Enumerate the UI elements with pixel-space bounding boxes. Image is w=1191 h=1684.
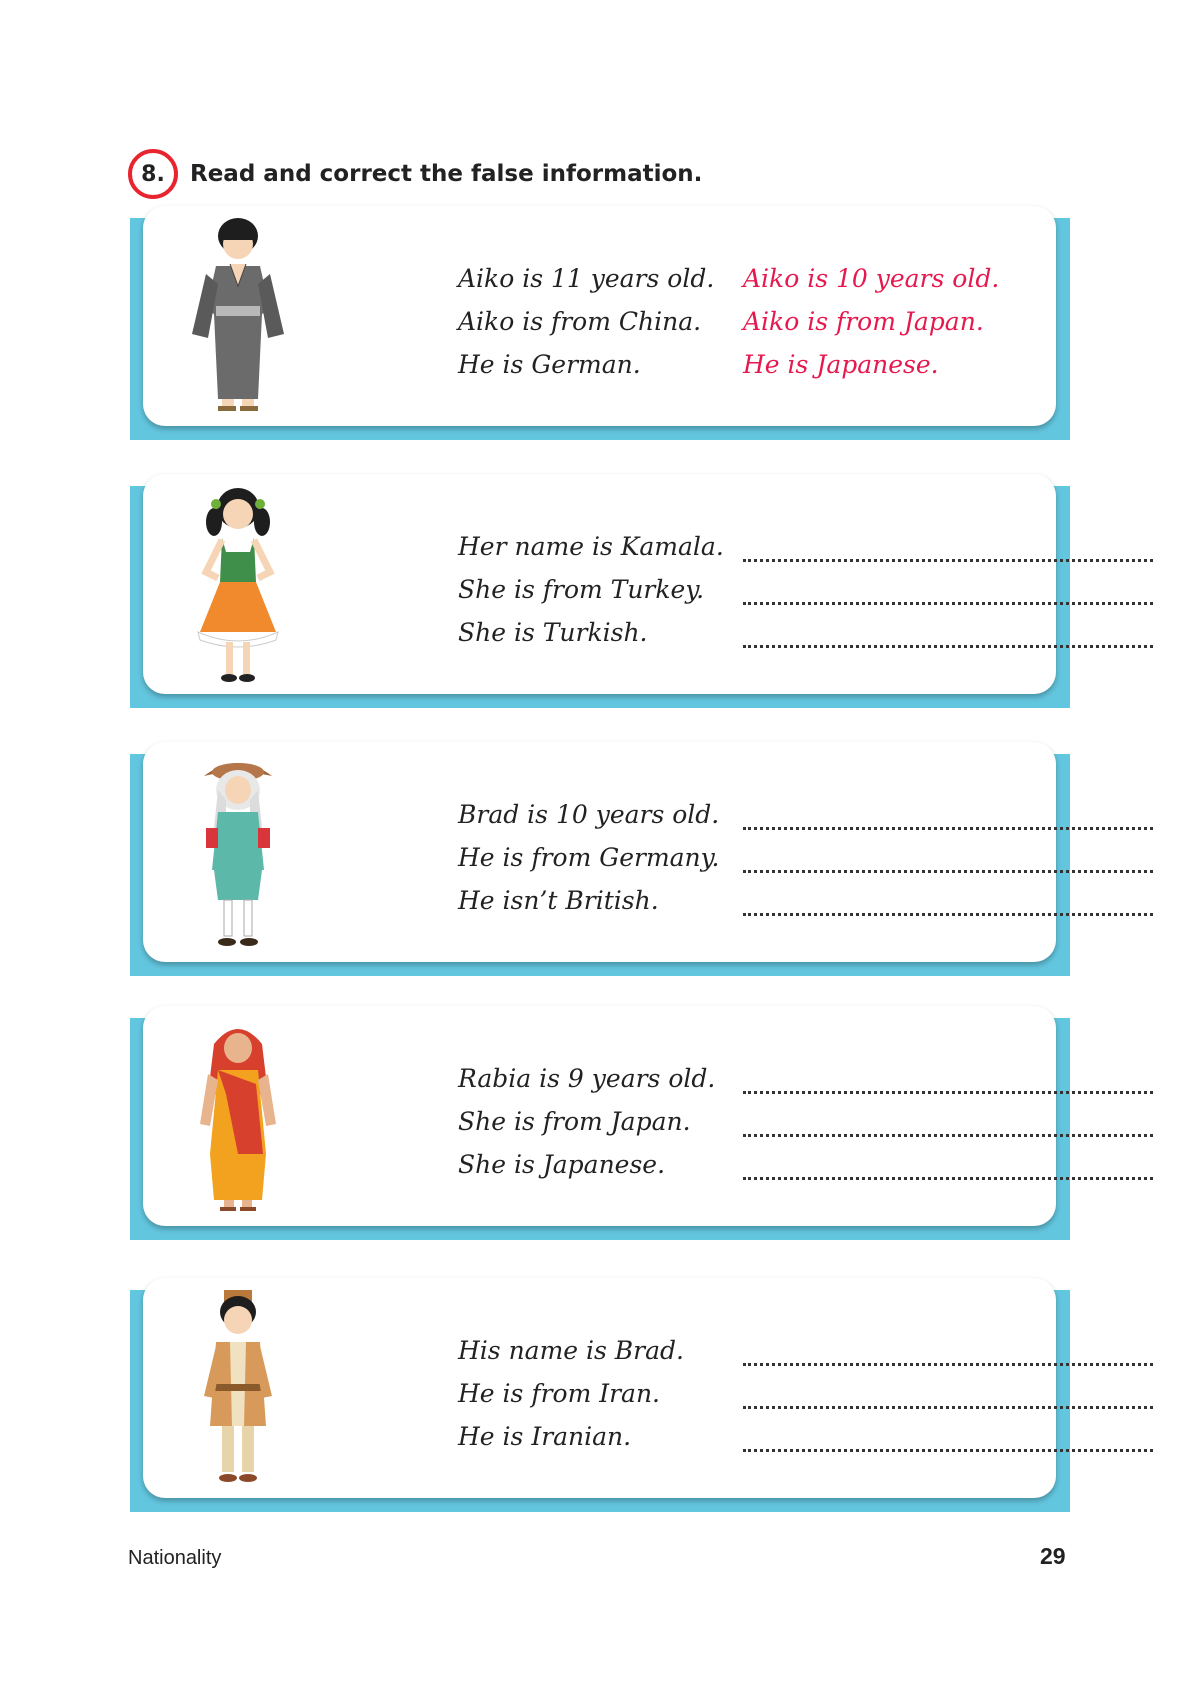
false-statement: He is German. [458,350,641,379]
answer-blank-line[interactable] [743,1406,1153,1409]
sentence-row [458,1336,1178,1379]
false-statement: She is from Japan. [458,1107,691,1136]
card-panel [143,742,1056,962]
sentence-list [458,264,1178,393]
sentence-row [458,532,1178,575]
sentence-list [458,800,1178,929]
correction-answer: Aiko is from Japan. [743,307,984,336]
false-statement: He is Iranian. [458,1422,632,1451]
exercise-card-4 [130,1006,1070,1240]
sentence-list [458,1336,1178,1465]
girl-in-sari-illustration [178,1014,298,1220]
answer-blank-line[interactable] [743,870,1153,873]
answer-blank-line[interactable] [743,602,1153,605]
false-statement: His name is Brad. [458,1336,684,1365]
answer-blank-line[interactable] [743,1091,1153,1094]
answer-blank-line[interactable] [743,827,1153,830]
sentence-row [458,350,1178,393]
false-statement: Aiko is 11 years old. [458,264,715,293]
sentence-row [458,575,1178,618]
sentence-list [458,532,1178,661]
sentence-row [458,1422,1178,1465]
answer-blank-line[interactable] [743,1134,1153,1137]
sentence-row [458,1150,1178,1193]
sentence-row [458,843,1178,886]
answer-blank-line[interactable] [743,559,1153,562]
boy-in-tricorn-hat-illustration [178,750,298,956]
boy-in-kimono-illustration [178,214,298,420]
false-statement: Her name is Kamala. [458,532,724,561]
sentence-row [458,1107,1178,1150]
card-panel [143,1006,1056,1226]
false-statement: She is Turkish. [458,618,648,647]
answer-blank-line[interactable] [743,913,1153,916]
false-statement: Aiko is from China. [458,307,702,336]
exercise-card-3 [130,742,1070,976]
answer-blank-line[interactable] [743,1177,1153,1180]
exercise-instruction: Read and correct the false information. [190,161,703,187]
boy-in-robe-illustration [178,1286,298,1492]
sentence-row [458,618,1178,661]
false-statement: She is Japanese. [458,1150,666,1179]
girl-in-dirndl-illustration [178,482,298,688]
page-number: 29 [1040,1543,1066,1569]
answer-blank-line[interactable] [743,645,1153,648]
footer-unit-title: Nationality [128,1547,222,1569]
false-statement: Rabia is 9 years old. [458,1064,716,1093]
answer-blank-line[interactable] [743,1449,1153,1452]
card-panel [143,474,1056,694]
false-statement: He is from Iran. [458,1379,661,1408]
sentence-list [458,1064,1178,1193]
exercise-number: 8. [128,149,178,199]
sentence-row [458,800,1178,843]
exercise-card-1 [130,206,1070,440]
sentence-row [458,264,1178,307]
sentence-row [458,1379,1178,1422]
sentence-row [458,307,1178,350]
sentence-row [458,1064,1178,1107]
false-statement: Brad is 10 years old. [458,800,720,829]
correction-answer: Aiko is 10 years old. [743,264,1000,293]
answer-blank-line[interactable] [743,1363,1153,1366]
false-statement: He is from Germany. [458,843,720,872]
card-panel [143,1278,1056,1498]
exercise-header [128,148,702,200]
correction-answer: He is Japanese. [743,350,939,379]
exercise-card-5 [130,1278,1070,1512]
card-panel [143,206,1056,426]
exercise-card-2 [130,474,1070,708]
sentence-row [458,886,1178,929]
false-statement: She is from Turkey. [458,575,705,604]
false-statement: He isn’t British. [458,886,659,915]
